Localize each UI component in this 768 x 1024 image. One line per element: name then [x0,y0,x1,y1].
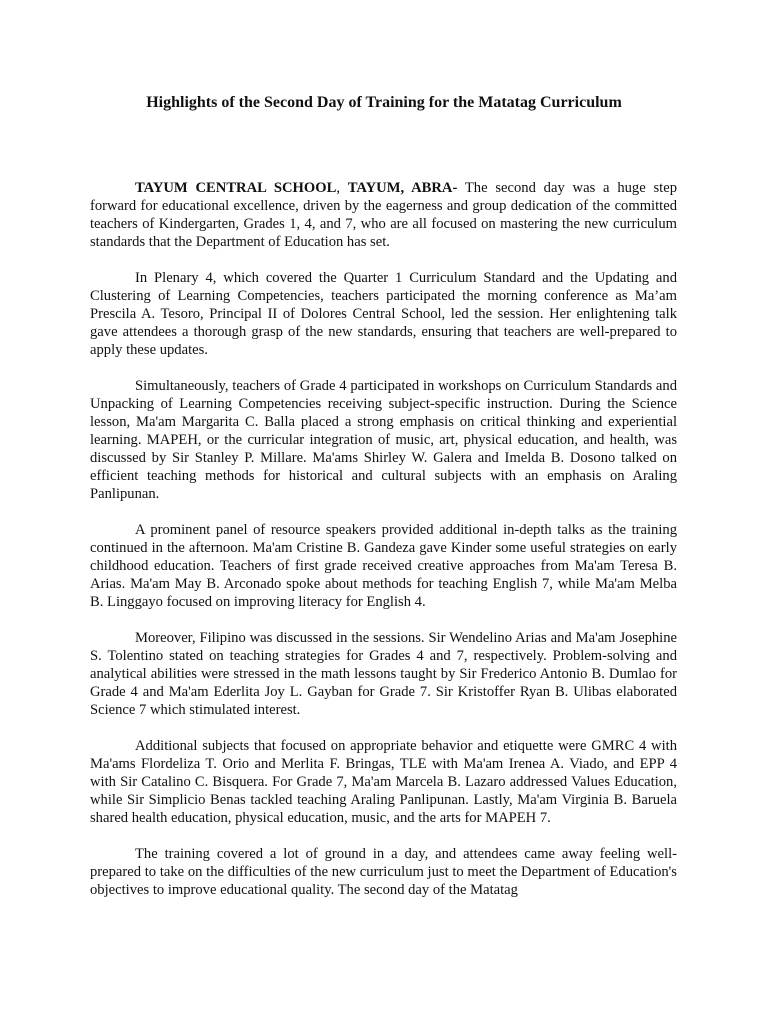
page-title: Highlights of the Second Day of Training for the Matatag Curriculum [146,94,622,111]
paragraph-1-text: The second day was a huge step forward for educational excellence, driven by the eagerness and group dedication of the committed teachers of Kindergarten, Grades 1, 4, and 7, who are all focused on mastering the new curriculum standards that the Department of Education has set. [90,180,678,250]
dateline-place: TAYUM, ABRA- [347,180,458,196]
article-body [90,179,677,899]
paragraph-3: Simultaneously, teachers of Grade 4 participated in workshops on Curriculum Standards and Unpacking of Learning Competencies receiving subject-specific instruction. During the Science lesson, Ma'am Margarita C. Balla placed a strong emphasis on critical thinking and experiential learning. MAPEH, or the curricular integration of music, art, physical education, and health, was discussed by Sir Stanley P. Millare. Ma'ams Shirley W. Galera and Imelda B. Dosono talked on efficient teaching methods for historical and cultural subjects with an emphasis on Araling Panlipunan. [90,378,677,502]
paragraph-1 [90,179,677,251]
paragraph-2: In Plenary 4, which covered the Quarter 1 Curriculum Standard and the Updating and Clustering of Learning Competencies, teachers participated the morning conference as Ma’am Prescila A. Tesoro, Principal II of Dolores Central School, led the session. Her enlightening talk gave attendees a thorough grasp of the new standards, ensuring that teachers are well-prepared to apply these updates. [90,270,677,358]
paragraph-6: Additional subjects that focused on appropriate behavior and etiquette were GMRC 4 with Ma'ams Flordeliza T. Orio and Merlita F. Bringas, TLE with Ma'am Irenea A. Viado, and EPP 4 with Sir Catalino C. Bisquera. For Grade 7, Ma'am Marcela B. Lazaro addressed Values Education, while Sir Simplicio Benas tackled teaching Araling Panlipunan. Lastly, Ma'am Virginia B. Baruela shared health education, physical education, music, and the arts for MAPEH 7. [90,738,677,826]
paragraph-5: Moreover, Filipino was discussed in the sessions. Sir Wendelino Arias and Ma'am Josephine S. Tolentino stated on teaching strategies for Grades 4 and 7, respectively. Problem-solving and analytical abilities were stressed in the math lessons taught by Sir Frederico Antonio B. Dumlao for Grade 4 and Ma'am Ederlita Joy L. Gayban for Grade 7. Sir Kristoffer Ryan B. Ulibas elaborated Science 7 which stimulated interest. [90,630,677,718]
paragraph-7: The training covered a lot of ground in a day, and attendees came away feeling well-prepared to take on the difficulties of the new curriculum just to meet the Department of Education's objectives to improve educational quality. The second day of the Matatag [90,846,677,898]
paragraph-4: A prominent panel of resource speakers provided additional in-depth talks as the training continued in the afternoon. Ma'am Cristine B. Gandeza gave Kinder some useful strategies on early childhood education. Teachers of first grade received creative approaches from Ma'am Teresa B. Arias. Ma'am May B. Arconado spoke about methods for teaching English 7, while Ma'am Melba B. Linggayo focused on improving literacy for English 4. [90,522,677,610]
dateline-school: TAYUM CENTRAL SCHOOL [135,180,337,196]
dateline-separator: , [336,180,348,196]
